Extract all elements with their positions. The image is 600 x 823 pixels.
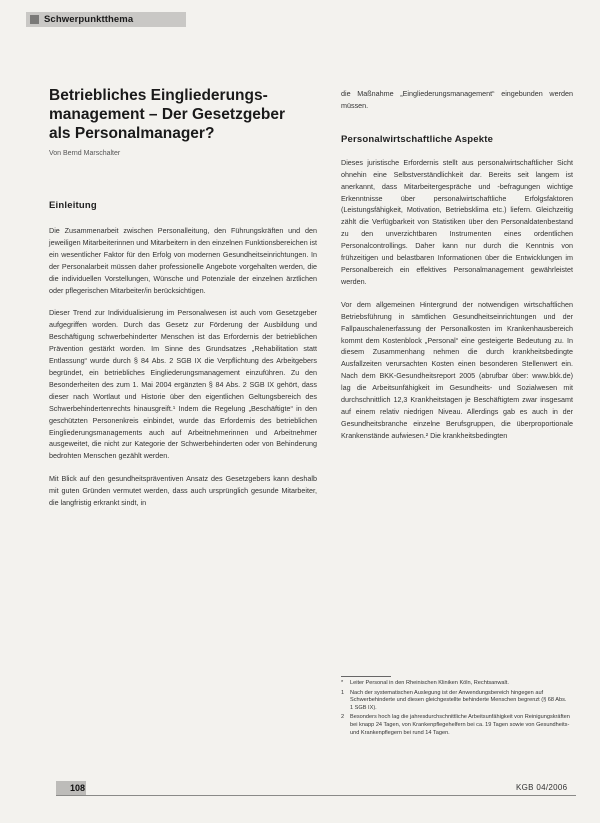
footnote <box>341 680 571 688</box>
journal-issue: KGB 04/2006 <box>516 783 568 792</box>
footnote-text: Leiter Personal in den Rheinischen Kliniken Köln, Rechtsanwalt. <box>350 680 509 686</box>
section-square-icon <box>30 15 39 24</box>
footnote <box>341 690 571 713</box>
section-label: Schwerpunktthema <box>44 14 134 25</box>
paragraph: Die Zusammenarbeit zwischen Personalleitung, den Führungskräften und den jeweiligen Mitarbeiterinnen und Mitarbeitern in den einzelnen Funktionsbereichen ist ein wesentlicher Faktor für den Erfolg von modernen Gesundheitseinrichtungen. In der Personalarbeit müssen daher professionelle Angebote vorgehalten werden, die die individuellen Vorstellungen, Wünsche und Potenziale der einzelnen ärztlichen oder pflegerischen Mitarbeiter/in berücksichtigen. <box>49 226 317 295</box>
section-tag <box>26 12 186 27</box>
paragraph: Mit Blick auf den gesundheitspräventiven Ansatz des Gesetzgebers kann deshalb mit guten Gründen vermutet werden, dass auch ursprünglich gesunde Mitarbeiter, die langfristig erkrankt sindt, in <box>49 474 317 508</box>
page-number: 108 <box>70 783 86 793</box>
footnote-text: Nach der systematischen Auslegung ist der Anwendungsbereich hingegen auf Schwerbehinderte und diesen gleichgestellte behinderte Menschen begrenzt (§ 68 Abs. 1 SGB IX). <box>350 689 567 711</box>
footnote-mark: 1 <box>341 689 345 696</box>
footnote-divider <box>341 676 391 677</box>
footnote-mark: * <box>341 680 344 686</box>
footnote-mark: 2 <box>341 714 345 721</box>
paragraph: Dieser Trend zur Individualisierung im Personalwesen ist auch vom Gesetzgeber aufgegriffen worden. Durch das Gesetz zur Förderung der Ausbildung und Beschäftigung schwerbehinderter Menschen ist das Erfordernis der betrieblichen Prävention gestärkt worden. Im Sinne des Grundsatzes „Rehabilitation statt Entlassung“ wurde durch § 84 Abs. 2 SGB IX die Verpflichtung des Arbeitgebers begründet, ein betriebliches Eingliederungsmanagement einzuführen. Zu den Besonderheiten des zum 1. Mai 2004 ergänzten § 84 Abs. 2 SGB IX gehört, dass dieser nach Wortlaut und Historie über den eigentlichen Geltungsbereich des Schwerbehindertenrechts hinausgreift.¹ Indem die Regelung „Beschäftigte“ in den geschützten Personenkreis einbindet, wurde das Erfordernis des betrieblichen Eingliederungsmanagements auch auf Arbeitnehmerinnen und Arbeitnehmer ausgeweitet, die nicht zur Kategorie der Schwerbehinderten oder von Behinderung bedrohten Menschen gezählt werden. <box>49 308 317 461</box>
right-column <box>341 88 573 442</box>
heading-personnel-aspects: Personalwirtschaftliche Aspekte <box>341 133 494 145</box>
heading-introduction: Einleitung <box>49 200 97 211</box>
footnote-text: Besonders hoch lag die jahresdurchschnittliche Arbeitsunfähigkeit von Reinigungskräften bei knapp 24 Tagen, von Krankenpflegehelfern bei ca. 19 Tagen sowie von Gesundheits- und Krankenpflegern bei rund 14 Tagen. <box>350 714 570 736</box>
article-byline: Von Bernd Marschalter <box>49 150 121 157</box>
paragraph-continued: die Maßnahme „Eingliederungsmanagement“ eingebunden werden müssen. <box>341 89 573 110</box>
footnote <box>341 714 571 737</box>
footnotes <box>341 680 571 739</box>
paragraph: Vor dem allgemeinen Hintergrund der notwendigen wirtschaftlichen Betriebsführung in sämtlichen Gesundheitseinrichtungen und der Fallpauschalenerfassung der Personalkosten im Krankenhausbereich kommt dem Kostenblock „Personal“ eine gesteigerte Bedeutung zu. In diesem Zusammenhang nehmen die durch krankheitsbedingte Ausfallzeiten verursachten Kosten einen besonderen Stellenwert ein. Nach dem BKK-Gesundheitsreport 2005 (abrufbar über: www.bkk.de) lag die Arbeitsunfähigkeit im Gesundheits- und Sozialwesen mit durchschnittlich 12,3 Krankheitstagen je Beschäftigtem zwar insgesamt auf einem relativ niedrigen Niveau. Allerdings gab es auch in der Gesundheitsbranche einzelne Berufsgruppen, die überproportionale Krankenstände aufwiesen.² Die krankheitsbedingten <box>341 299 573 440</box>
footer-rule <box>56 795 576 796</box>
paragraph: Dieses juristische Erfordernis stellt aus personalwirtschaftlicher Sicht ohnehin eine Selbstverständlichkeit dar. Bereits seit langem ist anerkannt, dass Mitarbeitergespräche und -befragungen wichtige Erkenntnisse über personalwirtschaftliche Erfolgsfaktoren (Leistungsfähigkeit, Motivation, Betriebsklima etc.) liefern. Gleichzeitig zählt die Verfügbarkeit von Statistiken über den Personaldatenbestand zu den unverzichtbaren Instrumenten eines ordentlichen Personalcontrollings. Daher kann nur durch die Kenntnis von frühzeitigen und belastbaren Informationen über die Entwicklungen im Personalbereich ein effektives Personalmanagement gewährleistet werden. <box>341 157 573 286</box>
left-column <box>49 200 317 509</box>
article-title: Betriebliches Eingliederungsmanagement – Der Gesetzgeber als Personalmanager? <box>49 87 286 142</box>
